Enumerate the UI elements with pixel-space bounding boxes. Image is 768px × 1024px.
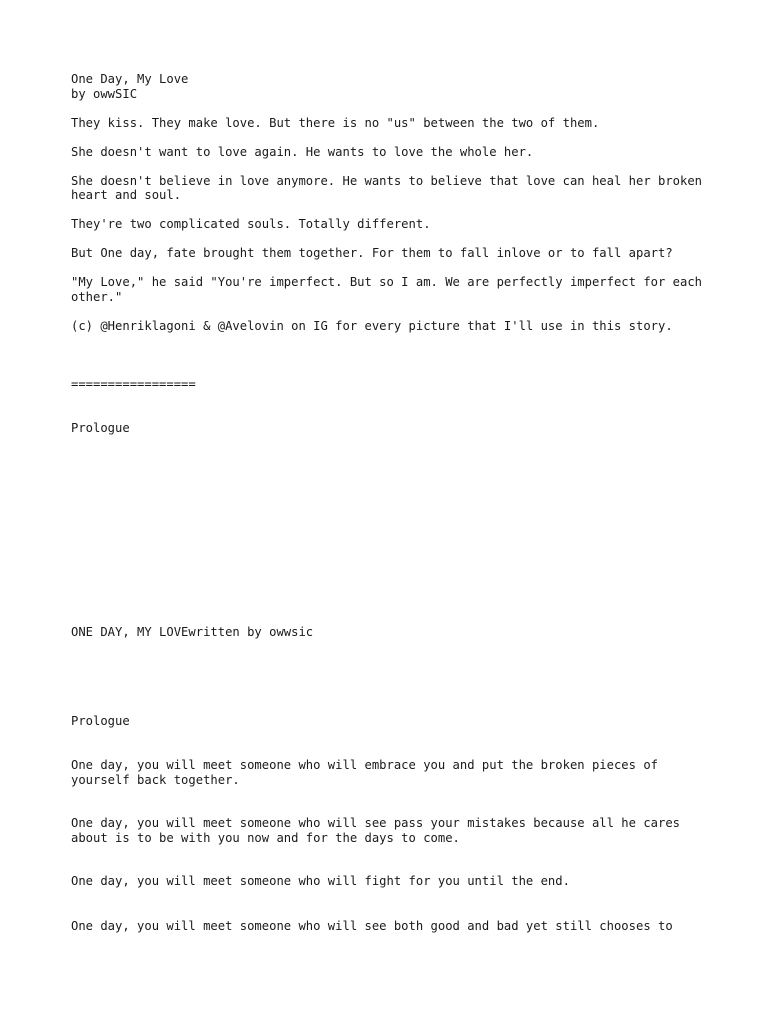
blurb-paragraph: They're two complicated souls. Totally different.	[71, 217, 431, 232]
blurb-paragraph: "My Love," he said "You're imperfect. But so I am. We are perfectly imperfect for each other."	[71, 275, 710, 304]
document-page	[71, 72, 711, 934]
document-byline: by owwSIC	[71, 86, 138, 101]
prologue-paragraph: One day, you will meet someone who will fight for you until the end.	[71, 874, 570, 889]
copyright-note: (c) @Henriklagoni & @Avelovin on IG for every picture that I'll use in this story.	[71, 318, 673, 333]
prologue-paragraph: One day, you will meet someone who will embrace you and put the broken pieces of yourself back together.	[71, 758, 666, 787]
prologue-paragraph: One day, you will meet someone who will see both good and bad yet still chooses to	[71, 919, 673, 933]
blurb-paragraph: She doesn't want to love again. He wants to love the whole her.	[71, 144, 534, 159]
title-card: ONE DAY, MY LOVEwritten by owwsic	[71, 625, 314, 640]
blurb-paragraph: But One day, fate brought them together. For them to fall inlove or to fall apart?	[71, 246, 673, 261]
document-title: One Day, My Love	[71, 72, 189, 86]
prologue-heading: Prologue	[71, 714, 130, 729]
section-separator: =================	[71, 377, 196, 392]
prologue-heading: Prologue	[71, 420, 130, 435]
blurb-paragraph: She doesn't believe in love anymore. He wants to believe that love can heal her broken heart and soul.	[71, 173, 710, 203]
prologue-paragraph: One day, you will meet someone who will see pass your mistakes because all he cares about is to be with you now and for the days to come.	[71, 816, 688, 845]
blurb-paragraph: They kiss. They make love. But there is no "us" between the two of them.	[71, 115, 600, 130]
